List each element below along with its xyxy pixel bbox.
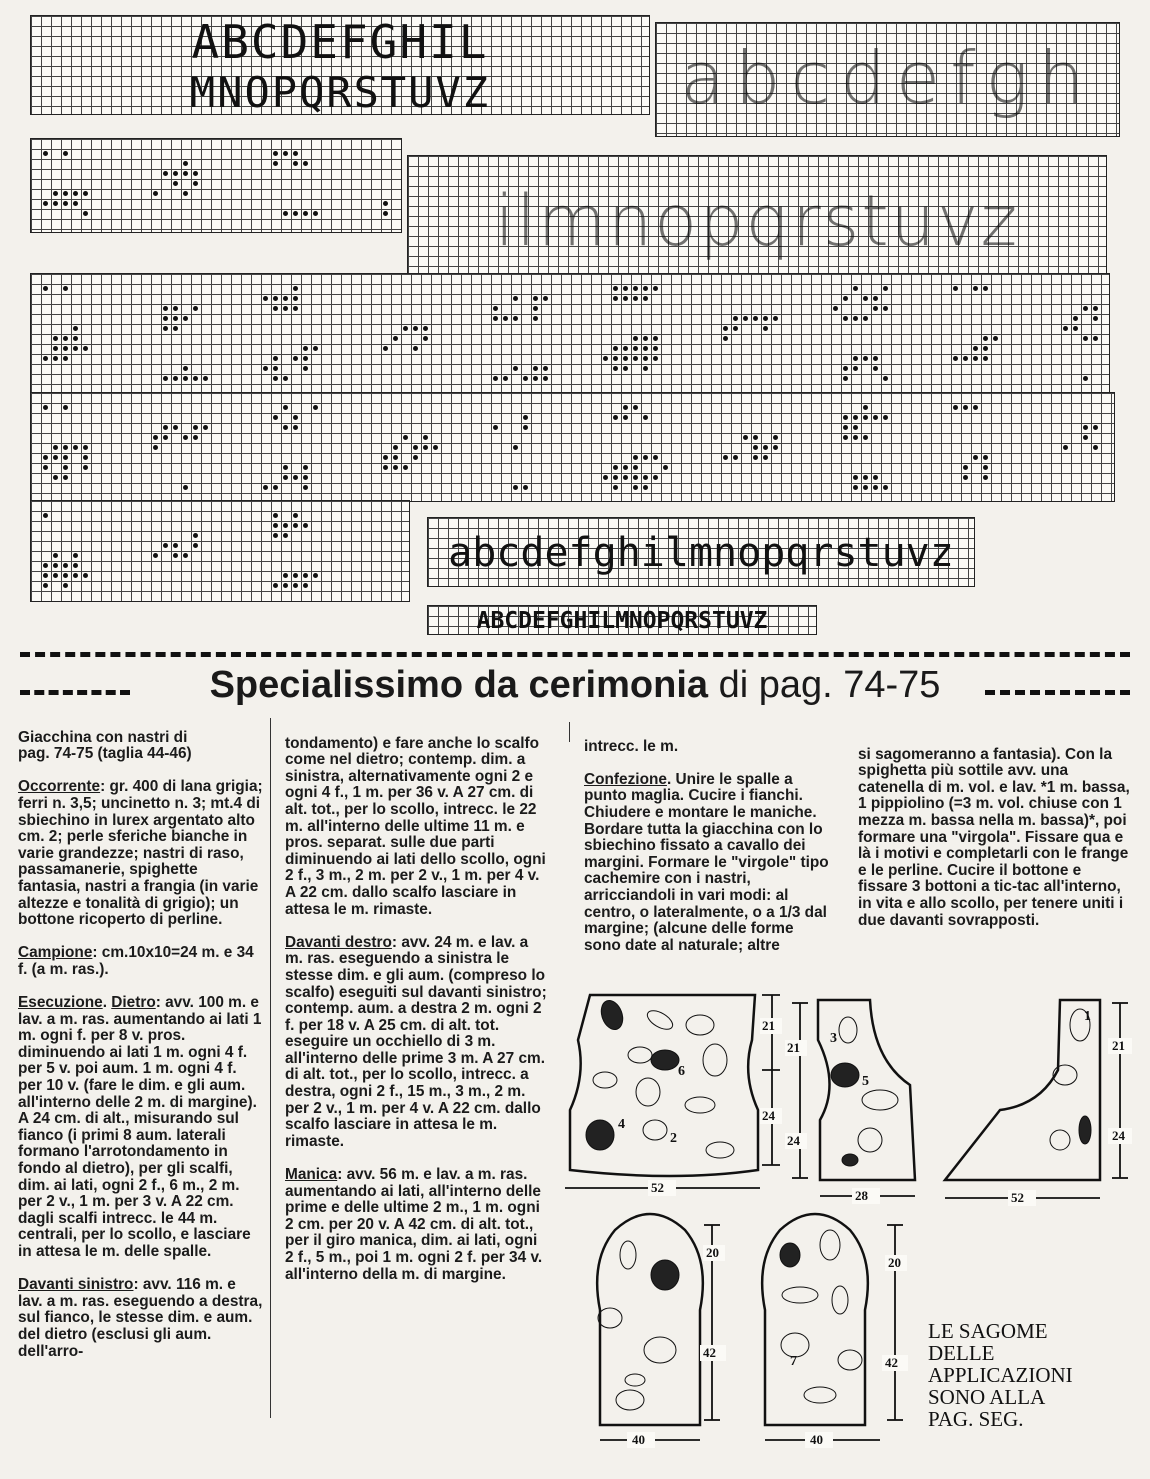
sleeve2-height-upper: 20 [888,1255,901,1270]
davanti-sinistro-text: : avv. 116 m. e lav. a m. ras. eseguendo a destra, sul fianco, le stesse dim. e aum. del dietro (esclusi gli aum. dell'arro- [18,1276,263,1360]
col4-text: si sagomeranno a fantasia). Con la spighetta più sottile avv. una catenella di m. vol. e lav. *1 m. bassa, 1 pippiolino (=3 m. vol. chiuse con 1 mezza m. bassa nella m. bassa)*, poi formare una "virgola". Fissare qua e là i motivi e completarli con le frange e le perline. Cucire il bottone e fissare 3 bottoni a tic-tac all'interno, in vita e allo scollo, per tenere uniti i due davanti sovrapposti. [858,745,1130,929]
sleeve-2-outline [762,1214,868,1425]
davanti-destro-text: : avv. 24 m. e lav. a m. ras. eseguendo a sinistra le stesse dim. e gli aum. (compreso lo scalfo) eseguiti sul davanti sinistro; contemp. aum. a destra 2 m. ogni 2 f. per 18 v. A 25 cm. di alt. tot. eseguire un occhiello di 3 m. all'interno delle prime 3 m. A 27 cm. di alt. tot., per lo scollo, intrecc. a destra, ogni 2 f., 15 m., 3 m., 2 m. per 2 v., 1 m. per 4 v. A 22 cm. dallo scalfo lasciare in attesa le m. rimaste. [285,933,547,1150]
chart-upper-small-label: ABCDEFGHILMNOPQRSTUVZ [476,608,768,634]
davanti-sinistro-label: Davanti sinistro [18,1276,134,1294]
manica-label: Manica [285,1166,338,1184]
occorrente-text: gr. 400 di lana grigia; ferri n. 3,5; uncinetto n. 3; mt.4 di sbiechino in lurex argentato alto cm. 2; perle sferiche bianche in varie grandezze; nastri di raso, passamanerie, spighette fantasia, nastri a frangia (in varie altezze e tonalità di grigio); un bottone ricoperto di perline. [18,778,263,929]
campione-text: : cm.10x10=24 m. e 34 f. (a m. ras.). [18,944,254,978]
back-height-lower: 24 [762,1108,775,1123]
front-right-height-lower: 24 [1112,1128,1125,1143]
back-width: 52 [651,1180,664,1195]
applications-caption: LE SAGOME DELLE APPLICAZIONI SONO ALLA PAG. SEG. [928,1319,1073,1431]
manica-text: : avv. 56 m. e lav. a m. ras. aumentando ai lati, all'interno delle prime e delle ultime 2 m., 1 m. ogni 2 cm. per 20 v. A 42 cm. di alt. tot., per il giro manica, dim. ai lati, ogni 2 f., 5 m., poi 1 m. ogni 2 f. per 34 v. all'interno della m. di margine. [285,1166,543,1283]
occorrente-label: Occorrente [18,778,101,796]
back-height-upper: 21 [762,1018,775,1033]
motif-number-5: 5 [862,1074,869,1089]
confezione-label: Confezione [584,770,667,788]
chart-dotted-lower-label-2: ilmnopqrstuvz [494,180,1020,262]
motif-number-2: 2 [670,1131,677,1146]
front-left-outline [818,1000,915,1180]
front-left-height-lower: 24 [787,1133,800,1148]
dietro-label: Dietro [111,994,156,1012]
motif-number-6: 6 [678,1064,685,1079]
confezione-text: . Unire le spalle a punto maglia. Cucire i fianchi. Chiudere e montare le maniche. Bordare tutta la giacchina con lo sbiechino fissato a cavallo dei margini. Formare le "virgole" tipo cachemire con i nastri, arricciandoli in vari modi: al centro, o lateralmente, o a 1/3 dal margine; (alcune delle forme sono date al naturale; altre [584,770,829,954]
sleeve1-width: 40 [632,1432,645,1447]
text-column-1: Giacchina con nastri di pag. 74-75 (taglia 44-46) Occorrente: gr. 400 di lana grigia; ferri n. 3,5; uncinetto n. 3; mt.4 di sbiechino in lurex argentato alto cm. 2; perle sferiche bianche in varie grandezze; nastri di raso, passamanerie, spighette fantasia, nastri a frangia (in varie altezze e tonalità di grigio); un bottone ricoperto di perline. Campione: cm.10x10=24 m. e 34 f. (a m. ras.). Esecuzione. Dietro: avv. 100 m. e lav. a m. ras. aumentando ai lati 1 m. ogni f. per 8 v. pros. diminuendo ai lati 1 m. ogni 4 f. per 5 v. poi aum. 1 m. ogni 4 f. per 10 v. (fare le dim. e gli aum. all'interno delle 2 m. di margine). A 24 cm. di alt., misurando sul fianco (i primi 8 aum. laterali formano l'arrotondamento in fondo al dietro), per gli scalfi, dim. ai lati, ogni 2 f., 6 m., 2 m. per 2 v., 1 m. per 3 v. A 22 cm. dagli scalfi intrecc. le 44 m. centrali, per lo scollo, e lasciare in attesa le m. delle spalle. Davanti sinistro: avv. 116 m. e lav. a m. ras. eseguendo a destra, sul fianco, le stesse dim. e aum. del dietro (esclusi gli aum. dell'arro- [18,728,263,1360]
sleeve2-height-lower: 42 [885,1355,898,1370]
campione-label: Campione [18,944,93,962]
chart-upper-row-1: ABCDEFGHIL [191,15,489,69]
front-right-outline [945,1000,1100,1180]
front-right-width: 52 [1011,1190,1024,1205]
col2-text: tondamento) e fare anche lo scalfo come nel dietro; contemp. dim. a sinistra, alternativamente ogni 2 e ogni 4 f., 1 m. per 36 v. A 27 cm. di alt. tot., per lo scollo, intrecc. le 22 m. all'interno delle ultime 11 m. e pros. separat. sulle due parti diminuendo ai lati dello scollo, ogni 2 f., 3 m., 2 m. per 2 v., 1 m. per 4 v. A 22 cm. dallo scalfo lasciare in attesa le m. rimaste. [285,734,546,918]
motif-number-7: 7 [790,1354,797,1369]
motif-number-1: 1 [1084,1009,1091,1024]
sleeve-1-outline [597,1214,703,1425]
sleeve1-height-upper: 20 [706,1245,719,1260]
col3-start: intrecc. le m. [584,737,679,755]
chart-dotted-lower-label: abcdefgh [680,36,1095,120]
garment-heading: Giacchina con nastri di pag. 74-75 (taglia 44-46) [18,728,192,763]
dietro-text: : avv. 100 m. e lav. a m. ras. aumentando ai lati 1 m. ogni f. per 8 v. pros. diminuendo ai lati 1 m. ogni 4 f. per 5 v. poi aum. 1 m. ogni 4 f. per 10 v. (fare le dim. e gli aum. all'interno delle 2 m. di margine). A 24 cm. di alt., misurando sul fianco (i primi 8 aum. laterali formano l'arrotondamento in fondo al dietro), per gli scalfi, dim. ai lati, ogni 2 f., 6 m., 2 m. per 2 v., 1 m. per 3 v. A 22 cm. dagli scalfi intrecc. le 44 m. centrali, per lo scollo, e lasciare in attesa le m. delle spalle. [18,994,262,1260]
article-title-bold: Specialissimo da cerimonia [209,664,709,706]
sleeve1-height-lower: 42 [703,1345,716,1360]
motif-number-3: 3 [830,1031,837,1046]
front-left-height-upper: 21 [787,1040,800,1055]
chart-upper-row-2: MNOPQRSTUVZ [189,67,491,115]
front-right-height-upper: 21 [1112,1038,1125,1053]
chart-lower-simple-label: abcdefghilmnopqrstuvz [448,530,954,576]
article-title-rest: di pag. 74-75 [708,664,941,706]
motif-number-4: 4 [618,1117,625,1132]
esecuzione-label: Esecuzione [18,994,103,1012]
front-left-width: 28 [855,1188,868,1203]
sleeve2-width: 40 [810,1432,823,1447]
davanti-destro-label: Davanti destro [285,933,392,951]
